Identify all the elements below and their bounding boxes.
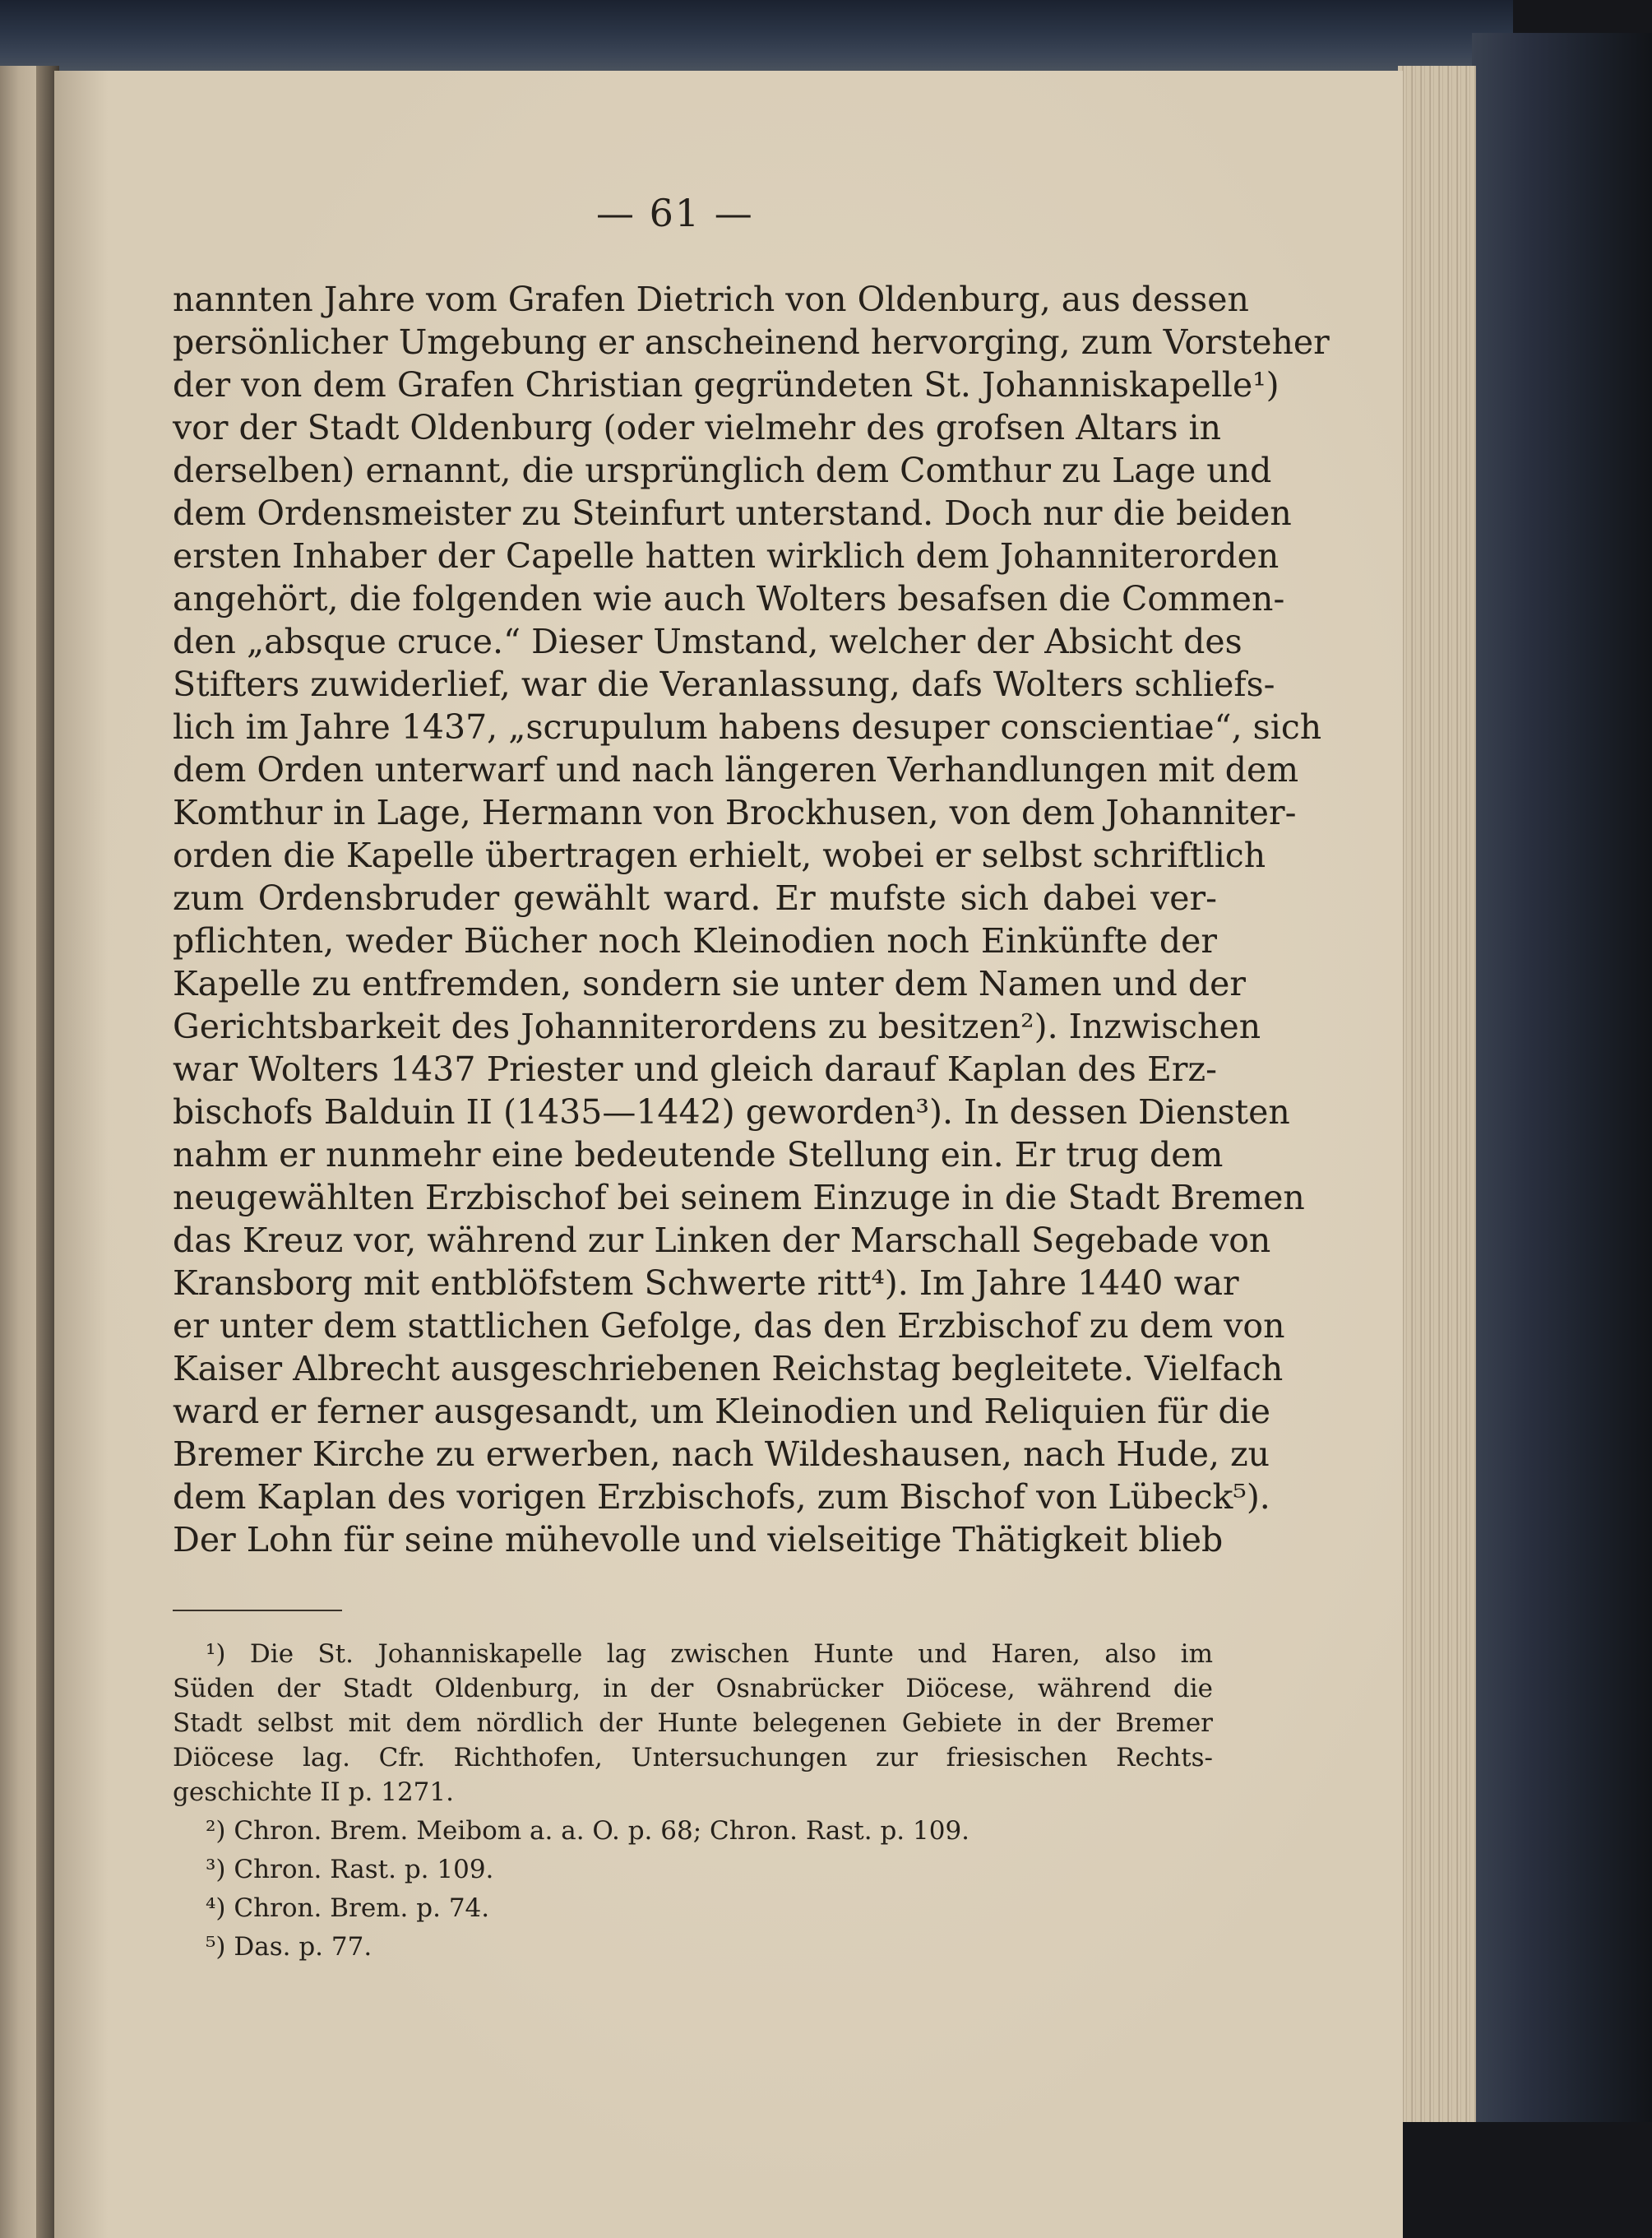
- body-line: Kapelle zu entfremden, sondern sie unter dem Namen und der: [173, 964, 1247, 1003]
- body-line: ersten Inhaber der Capelle hatten wirklich dem Johanniterorden: [173, 536, 1279, 576]
- body-line: vor der Stadt Oldenburg (oder vielmehr des grofsen Altars in: [173, 408, 1222, 447]
- body-line: das Kreuz vor, während zur Linken der Marschall Segebade von: [173, 1221, 1271, 1260]
- footnote-line: Süden der Stadt Oldenburg, in der Osnabrücker Diöcese, während die: [173, 1674, 1213, 1703]
- body-line: Kaiser Albrecht ausgeschriebenen Reichstag begleitete. Vielfach: [173, 1349, 1284, 1388]
- footnote-separator: [173, 1610, 342, 1611]
- body-line: dem Kaplan des vorigen Erzbischofs, zum Bischof von Lübeck⁵).: [173, 1477, 1270, 1517]
- body-line: Gerichtsbarkeit des Johanniterordens zu besitzen²). Inzwischen: [173, 1007, 1261, 1046]
- body-line: Der Lohn für seine mühevolle und vielseitige Thätigkeit blieb: [173, 1520, 1224, 1559]
- body-line: persönlicher Umgebung er anscheinend hervorging, zum Vorsteher: [173, 322, 1330, 362]
- page-number: — 61 —: [596, 191, 754, 235]
- body-line: lich im Jahre 1437, „scrupulum habens desuper conscientiae“, sich: [173, 707, 1322, 747]
- footnote-line: ³) Chron. Rast. p. 109.: [206, 1855, 494, 1884]
- body-line: orden die Kapelle übertragen erhielt, wobei er selbst schriftlich: [173, 836, 1266, 875]
- body-line: bischofs Balduin II (1435—1442) geworden³). In dessen Diensten: [173, 1092, 1290, 1132]
- body-line: dem Orden unterwarf und nach längeren Verhandlungen mit dem: [173, 750, 1299, 790]
- footnote-line: Diöcese lag. Cfr. Richthofen, Untersuchungen zur friesischen Rechts-: [173, 1743, 1213, 1772]
- body-line: ward er ferner ausgesandt, um Kleinodien und Reliquien für die: [173, 1392, 1271, 1431]
- footnote-line: Stadt selbst mit dem nördlich der Hunte belegenen Gebiete in der Bremer: [173, 1708, 1213, 1738]
- body-line: Bremer Kirche zu erwerben, nach Wildeshausen, nach Hude, zu: [173, 1434, 1270, 1474]
- footnote-line: ⁴) Chron. Brem. p. 74.: [206, 1893, 490, 1923]
- footnote-line: ²) Chron. Brem. Meibom a. a. O. p. 68; Chron. Rast. p. 109.: [206, 1816, 970, 1846]
- body-line: pflichten, weder Bücher noch Kleinodien noch Einkünfte der: [173, 921, 1217, 961]
- footnote-line: ¹) Die St. Johanniskapelle lag zwischen Hunte und Haren, also im: [206, 1639, 1213, 1669]
- footnote-line: ⁵) Das. p. 77.: [206, 1932, 373, 1962]
- body-line: Stifters zuwiderlief, war die Veranlassung, dafs Wolters schliefs-: [173, 665, 1275, 704]
- book-cover-bottom: [1398, 2122, 1652, 2238]
- body-line: Kransborg mit entblöfstem Schwerte ritt⁴). Im Jahre 1440 war: [173, 1263, 1239, 1303]
- body-line: Komthur in Lage, Hermann von Brockhusen, von dem Johanniter-: [173, 793, 1297, 832]
- body-line: der von dem Grafen Christian gegründeten St. Johanniskapelle¹): [173, 365, 1279, 405]
- body-line: derselben) ernannt, die ursprünglich dem Comthur zu Lage und: [173, 451, 1272, 490]
- footnote-line: geschichte II p. 1271.: [173, 1777, 454, 1807]
- body-line: dem Ordensmeister zu Steinfurt unterstand. Doch nur die beiden: [173, 493, 1292, 533]
- body-line: den „absque cruce.“ Dieser Umstand, welcher der Absicht des: [173, 622, 1242, 661]
- book-cover-right: [1472, 33, 1652, 2238]
- body-line: angehört, die folgenden wie auch Wolters besafsen die Commen-: [173, 579, 1285, 619]
- book-cover-top: [0, 0, 1513, 78]
- body-line: zum Ordensbruder gewählt ward. Er mufste sich dabei ver-: [173, 878, 1217, 918]
- body-line: er unter dem stattlichen Gefolge, das den Erzbischof zu dem von: [173, 1306, 1285, 1346]
- body-line: nannten Jahre vom Grafen Dietrich von Oldenburg, aus dessen: [173, 280, 1249, 319]
- body-line: war Wolters 1437 Priester und gleich darauf Kaplan des Erz-: [173, 1049, 1217, 1089]
- page-stack-edges: [1398, 66, 1476, 2126]
- body-line: nahm er nunmehr eine bedeutende Stellung ein. Er trug dem: [173, 1135, 1224, 1175]
- body-line: neugewählten Erzbischof bei seinem Einzuge in die Stadt Bremen: [173, 1178, 1305, 1217]
